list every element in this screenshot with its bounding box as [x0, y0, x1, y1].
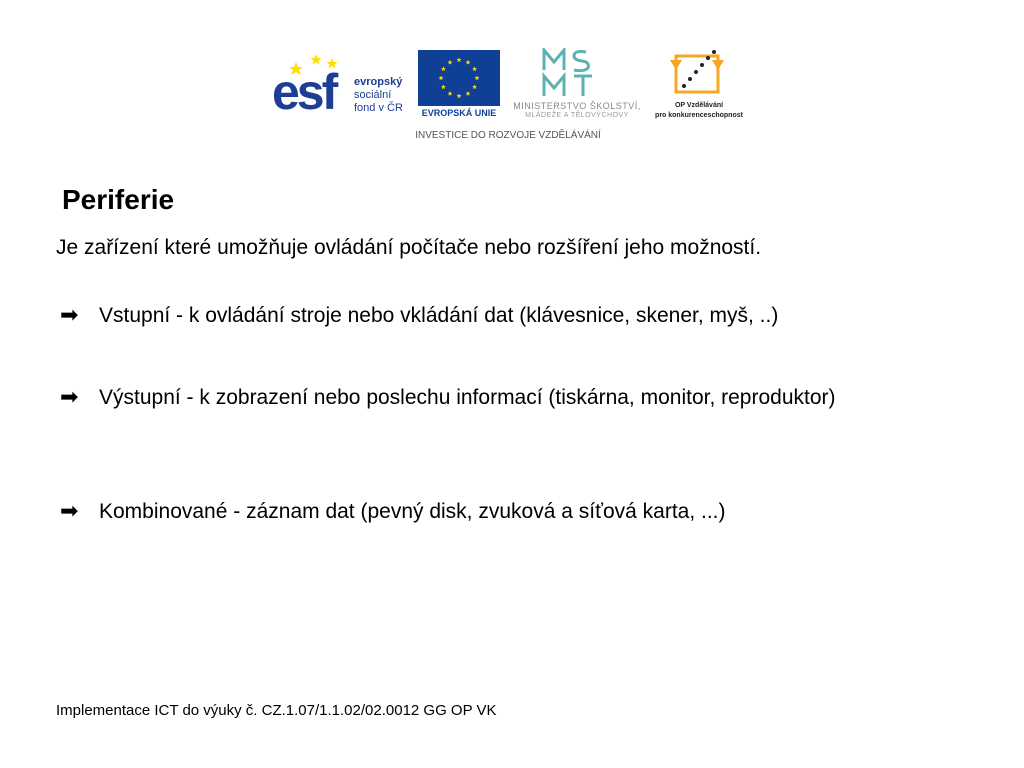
esf-caption-line1: evropský: [354, 76, 403, 88]
op-line1: OP Vzdělávání: [674, 102, 724, 109]
eu-star-icon: [472, 66, 477, 71]
bullet-text: Vstupní - k ovládání stroje nebo vkládání dat (klávesnice, skener, myš, ..): [99, 304, 779, 327]
slide-title: Periferie: [62, 184, 175, 215]
bullet-item: [60, 382, 940, 413]
right-arrow-icon: ➡: [60, 498, 79, 523]
msmt-logo: [504, 44, 650, 120]
eu-star-icon: [466, 60, 471, 65]
right-arrow-icon: ➡: [60, 302, 79, 327]
bullet-text: Kombinované - záznam dat (pevný disk, zvuková a síťová karta, ...): [99, 500, 726, 523]
eu-logo: [418, 50, 500, 120]
eu-star-icon: [457, 57, 462, 62]
eu-flag-icon: [418, 50, 500, 106]
msmt-line1: MINISTERSTVO ŠKOLSTVÍ,: [513, 101, 641, 111]
eu-star-icon: [448, 91, 453, 96]
esf-logo: [272, 48, 412, 124]
eu-star-icon: [441, 66, 446, 71]
eu-star-icon: [472, 84, 477, 89]
logo-strip: [272, 44, 748, 148]
eu-star-icon: [439, 75, 444, 80]
msmt-line2: MLÁDEŽE A TĚLOVÝCHOVY: [525, 112, 629, 119]
eu-label: EVROPSKÁ UNIE: [421, 108, 497, 118]
eu-star-icon: [475, 75, 480, 80]
msmt-mark-icon: [540, 48, 612, 98]
op-mark-icon: [670, 48, 726, 98]
op-logo: [650, 48, 748, 124]
footer-text: Implementace ICT do výuky č. CZ.1.07/1.1.02/02.0012 GG OP VK: [56, 702, 497, 719]
eu-star-icon: [457, 93, 462, 98]
esf-caption: [354, 76, 414, 115]
eu-star-icon: [441, 84, 446, 89]
esf-caption-line3: fond v ČR: [354, 102, 403, 114]
eu-star-icon: [466, 91, 471, 96]
bullet-text: Výstupní - k zobrazení nebo poslechu informací (tiskárna, monitor, reproduktor): [99, 386, 836, 409]
bullet-item: [60, 496, 940, 527]
logo-tagline: INVESTICE DO ROZVOJE VZDĚLÁVÁNÍ: [415, 130, 601, 141]
bullet-item: [60, 300, 940, 331]
right-arrow-icon: ➡: [60, 384, 79, 409]
esf-caption-line2: sociální: [354, 89, 392, 101]
op-line2: pro konkurenceschopnost: [655, 112, 743, 119]
slide-intro: Je zařízení které umožňuje ovládání počítače nebo rozšíření jeho možností.: [56, 236, 762, 259]
eu-star-icon: [448, 60, 453, 65]
esf-wordmark: esf: [272, 64, 336, 120]
